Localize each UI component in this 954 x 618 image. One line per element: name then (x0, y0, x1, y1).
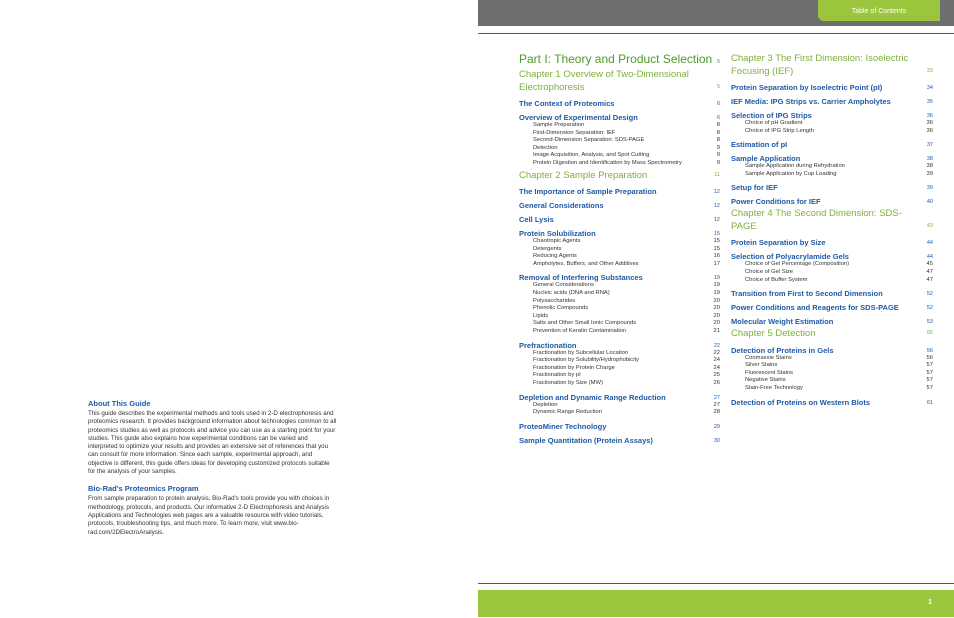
toc-entry-sub[interactable] (519, 380, 720, 388)
toc-entry-sub[interactable] (519, 145, 720, 153)
toc-entry-head[interactable] (519, 113, 720, 122)
about-text: This guide describes the experimental methods and tools used in 2-D electrophoresis and proteomics research. It provides background information about technologies common to all proteomics studies as well as protocols and advice you can use as a starting point for your studies. This guide also explains how experimental conditions can be varied and interpreted to optimize your results and provides an extensive set of references that you can consult for more information. Since each sample, experimental approach, and objective is different, this guide offers ideas for developing customized protocols suitable for the analysis of your samples. (88, 410, 337, 476)
toc-entry-head[interactable] (731, 183, 933, 192)
toc-entry-title: Fractionation by Protein Charge (533, 364, 615, 371)
toc-entry-sub[interactable] (519, 372, 720, 380)
toc-entry-title: Fractionation by Solubility/Hydrophobicity (533, 357, 640, 364)
footer-bar (478, 590, 954, 617)
toc-entry-title: Detection of Proteins in Gels (731, 345, 834, 355)
toc-entry-sub[interactable] (519, 137, 720, 145)
toc-entry-head[interactable] (731, 140, 933, 149)
toc-entry-page: 8 (716, 137, 720, 144)
toc-entry-title: Depletion (533, 401, 558, 408)
toc-entry-title: Depletion and Dynamic Range Reduction (519, 392, 666, 402)
toc-entry-page: 20 (713, 312, 720, 319)
toc-entry-title: Nucleic acids (DNA and RNA) (533, 290, 610, 297)
toc-entry-title: Protein Solubilization (519, 229, 596, 239)
toc-entry-page: 38 (926, 156, 933, 163)
toc-entry-page: 5 (716, 83, 720, 90)
toc-entry-title: Image Acquisition, Analysis, and Spot Cutting (533, 152, 650, 159)
toc-entry-page: 44 (926, 254, 933, 261)
toc-entry-title: IEF Media: IPG Strips vs. Carrier Ampholytes (731, 97, 891, 106)
toc-entry-chapter[interactable] (519, 170, 720, 183)
toc-entry-title: Part I: Theory and Product Selection (519, 52, 713, 66)
toc-entry-head[interactable] (731, 252, 933, 261)
program-text: From sample preparation to protein analysis, Bio-Rad's tools provide you with choices in methodology, protocols, and products. Our informative 2-D Electrophoresis and Analysis Applications and Technologies web pages are a valuable resource with video tutorials, protocols, troubleshooting tips, and much more. To learn more, visit www.bio-rad.com/2DElectroAnalysis. (88, 495, 330, 536)
toc-entry-head[interactable] (731, 398, 933, 407)
toc-entry-title: Detergents (533, 245, 562, 252)
bottom-divider (478, 583, 954, 584)
toc-entry-page: 12 (713, 203, 720, 210)
toc-entry-page: 15 (713, 231, 720, 238)
toc-entry-sub[interactable] (519, 402, 720, 410)
toc-entry-page: 20 (713, 297, 720, 304)
toc-entry-sub[interactable] (519, 261, 720, 269)
toc-entry-title: ProteoMiner Technology (519, 421, 607, 431)
toc-entry-page: 19 (713, 282, 720, 289)
toc-entry-page: 44 (926, 240, 933, 247)
toc-entry-page: 47 (926, 268, 933, 275)
toc-entry-page: 15 (713, 238, 720, 245)
toc-entry-title: Sample Application by Cup Loading (745, 170, 837, 177)
program-title: Bio-Rad's Proteomics Program (88, 484, 199, 494)
toc-entry-sub[interactable] (519, 320, 720, 328)
toc-entry-title: Choice of Gel Size (745, 268, 794, 275)
toc-entry-title: Chapter 5 Detection (731, 328, 816, 340)
toc-entry-page: 56 (926, 354, 933, 361)
toc-entry-page: 39 (926, 170, 933, 177)
toc-entry-sub[interactable] (731, 362, 933, 370)
toc-entry-title: Power Conditions for IEF (731, 197, 821, 207)
toc-entry-page: 56 (926, 347, 933, 354)
toc-entry-head[interactable] (731, 317, 933, 326)
toc-entry-title: Fractionation by Subcellular Location (533, 349, 629, 356)
toc-entry-head[interactable] (731, 97, 933, 106)
toc-entry-page: 57 (926, 362, 933, 369)
toc-entry-head[interactable] (519, 99, 720, 108)
toc-entry-head[interactable] (519, 422, 720, 431)
about-title: About This Guide (88, 399, 151, 408)
toc-entry-sub[interactable] (519, 328, 720, 336)
toc-entry-page: 53 (926, 319, 933, 326)
toc-entry-head[interactable] (731, 197, 933, 206)
toc-entry-page: 25 (713, 372, 720, 379)
toc-entry-sub[interactable] (519, 160, 720, 168)
toc-entry-page: 20 (713, 305, 720, 312)
toc-entry-title: Chapter 2 Sample Preparation (519, 169, 648, 181)
toc-entry-title: Phenolic Compounds (533, 305, 589, 312)
toc-entry-page: 19 (713, 275, 720, 282)
toc-entry-title: Chaotropic Agents (533, 238, 581, 245)
toc-entry-sub[interactable] (519, 305, 720, 313)
toc-entry-title: Cell Lysis (519, 215, 554, 225)
toc-entry-chapter[interactable] (731, 53, 933, 78)
toc-entry-sub[interactable] (519, 357, 720, 365)
toc-entry-head[interactable] (519, 215, 720, 224)
toc-entry-sub[interactable] (519, 238, 720, 246)
toc-entry-sub[interactable] (519, 298, 720, 306)
toc-entry-page: 17 (713, 260, 720, 267)
toc-entry-head[interactable] (731, 154, 933, 163)
toc-entry-sub[interactable] (731, 377, 933, 385)
toc-entry-head[interactable] (519, 187, 720, 196)
toc-entry-head[interactable] (731, 238, 933, 247)
toc-entry-chapter[interactable] (731, 208, 933, 233)
toc-entry-sub[interactable] (519, 365, 720, 373)
toc-entry-page: 16 (713, 253, 720, 260)
toc-entry-page: 52 (926, 291, 933, 298)
toc-entry-sub[interactable] (519, 130, 720, 138)
toc-entry-sub[interactable] (519, 409, 720, 417)
toc-entry-page: 22 (713, 349, 720, 356)
toc-entry-sub[interactable] (731, 370, 933, 378)
toc-entry-sub[interactable] (519, 152, 720, 160)
toc-entry-page: 8 (716, 122, 720, 128)
toc-entry-sub[interactable] (519, 350, 720, 358)
toc-entry-title: Lipids (533, 312, 549, 319)
toc-entry-page: 22 (713, 342, 720, 349)
toc-entry-head[interactable] (519, 393, 720, 402)
toc-entry-page: 6 (716, 101, 720, 107)
toc-entry-page: 19 (713, 290, 720, 297)
toc-entry-page: 45 (926, 261, 933, 268)
toc-entry-title: Chapter 3 The First Dimension: Isoelectric Focusing (IEF) (731, 53, 909, 77)
toc-entry-sub[interactable] (519, 282, 720, 290)
toc-entry-page: 26 (713, 379, 720, 386)
toc-entry-page: 29 (713, 423, 720, 430)
toc-entry-page: 12 (713, 189, 720, 196)
toc-entry-sub[interactable] (731, 385, 933, 393)
toc-entry-head[interactable] (731, 83, 933, 92)
toc-entry-title: Fractionation by pI (533, 372, 581, 379)
toc-entry-title: Setup for IEF (731, 183, 778, 193)
toc-entry-head[interactable] (731, 111, 933, 120)
toc-entry-title: Negative Stains (745, 377, 786, 384)
toc-entry-title: Fractionation by Size (MW) (533, 379, 603, 386)
toc-entry-title: Protein Digestion and Identification by Mass Spectrometry (533, 159, 682, 166)
toc-entry-page: 21 (713, 328, 720, 334)
toc-entry-page: 9 (716, 159, 720, 166)
toc-entry-title: Protein Separation by Size (731, 238, 826, 248)
toc-entry-page: 5 (716, 59, 720, 65)
toc-entry-title: Detection of Proteins on Western Blots (731, 397, 871, 407)
toc-entry-head[interactable] (519, 229, 720, 238)
toc-entry-title: The Context of Proteomics (519, 99, 615, 108)
toc-entry-sub[interactable] (731, 163, 933, 171)
toc-entry-page: 9 (716, 152, 720, 159)
toc-entry-title: Power Conditions and Reagents for SDS-PAGE (731, 303, 899, 313)
toc-entry-page: 36 (926, 113, 933, 119)
toc-left-column (519, 51, 720, 445)
toc-entry-title: Dynamic Range Reduction (533, 409, 602, 416)
toc-entry-page: 24 (713, 357, 720, 364)
page-number: 1 (928, 599, 932, 606)
toc-entry-head[interactable] (731, 303, 933, 312)
toc-entry-sub[interactable] (519, 290, 720, 298)
toc-entry-title: Ampholytes, Buffers, and Other Additives (533, 260, 639, 267)
toc-entry-sub[interactable] (731, 128, 933, 136)
toc-entry-sub[interactable] (519, 122, 720, 130)
toc-entry-title: Second-Dimension Separation: SDS-PAGE (533, 137, 645, 144)
toc-entry-title: Fluorescent Stains (745, 369, 794, 376)
toc-entry-part[interactable] (519, 51, 720, 67)
toc-entry-title: Sample Preparation (533, 122, 585, 128)
about-section (88, 399, 338, 545)
toc-entry-title: Sample Quantitation (Protein Assays) (519, 435, 653, 445)
toc-entry-title: Chapter 4 The Second Dimension: SDS-PAGE (731, 208, 902, 232)
toc-entry-title: Choice of IPG Strip Length (745, 127, 814, 134)
toc-entry-head[interactable] (519, 201, 720, 210)
toc-entry-chapter[interactable] (519, 69, 720, 94)
toc-entry-sub[interactable] (731, 171, 933, 179)
toc-entry-title: Transition from First to Second Dimension (731, 289, 883, 299)
toc-entry-title: First-Dimension Separation: IEF (533, 129, 616, 136)
toc-entry-title: General Considerations (519, 201, 604, 211)
toc-entry-title: Choice of Buffer System (745, 276, 808, 283)
toc-entry-title: Chapter 1 Overview of Two-Dimensional Electrophoresis (519, 69, 689, 93)
toc-entry-title: Overview of Experimental Design (519, 113, 638, 122)
toc-entry-page: 35 (926, 99, 933, 105)
toc-entry-page: 34 (926, 85, 933, 91)
toc-entry-page: 36 (926, 127, 933, 134)
toc-entry-title: Salts and Other Small Ionic Compounds (533, 320, 637, 327)
toc-entry-title: Estimation of pI (731, 140, 788, 150)
toc-entry-page: 6 (716, 115, 720, 121)
top-divider (478, 33, 954, 34)
toc-entry-page: 55 (926, 330, 933, 337)
toc-entry-sub[interactable] (519, 253, 720, 261)
toc-entry-page: 43 (926, 222, 933, 229)
toc-entry-title: Sample Application (731, 154, 801, 164)
toc-entry-page: 9 (716, 144, 720, 151)
toc-entry-head[interactable] (519, 436, 720, 445)
toc-entry-page: 12 (713, 217, 720, 224)
toc-entry-sub[interactable] (731, 355, 933, 363)
toc-entry-title: Selection of Polyacrylamide Gels (731, 252, 849, 262)
toc-entry-title: Polysaccharides (533, 297, 576, 304)
toc-entry-page: 52 (926, 305, 933, 312)
toc-entry-page: 57 (926, 369, 933, 376)
toc-entry-page: 28 (713, 409, 720, 416)
toc-entry-title: The Importance of Sample Preparation (519, 187, 657, 197)
toc-entry-title: Silver Stains (745, 362, 778, 369)
toc-entry-page: 38 (926, 163, 933, 170)
toc-entry-title: Prefractionation (519, 340, 577, 350)
toc-entry-sub[interactable] (731, 277, 933, 285)
toc-entry-title: Protein Separation by Isoelectric Point (pI) (731, 83, 883, 92)
toc-entry-page: 8 (716, 129, 720, 136)
toc-entry-title: Coomassie Stains (745, 354, 792, 361)
toc-entry-title: Sample Application during Rehydration (745, 163, 845, 170)
toc-entry-title: Prevention of Keratin Contamination (533, 328, 627, 334)
toc-entry-page: 57 (926, 385, 933, 392)
header-bar (478, 0, 954, 26)
toc-entry-page: 11 (714, 171, 720, 178)
toc-entry-page: 15 (713, 245, 720, 252)
toc-entry-title: Selection of IPG Strips (731, 111, 812, 120)
toc-entry-title: Choice of pH Gradient (745, 120, 803, 126)
toc-entry-sub[interactable] (731, 120, 933, 128)
toc-entry-sub[interactable] (519, 246, 720, 254)
toc-entry-title: Choice of Gel Percentage (Composition) (745, 261, 850, 268)
toc-entry-page: 57 (926, 377, 933, 384)
toc-entry-title: Detection (533, 144, 558, 151)
toc-entry-page: 39 (926, 185, 933, 192)
toc-entry-page: 61 (926, 399, 933, 406)
toc-entry-page: 33 (926, 67, 933, 74)
toc-entry-sub[interactable] (731, 261, 933, 269)
toc-entry-page: 30 (713, 437, 720, 444)
toc-entry-head[interactable] (731, 346, 933, 355)
toc-entry-title: Molecular Weight Estimation (731, 317, 834, 327)
toc-right-column (731, 51, 933, 407)
toc-entry-title: General Considerations (533, 282, 594, 289)
toc-entry-sub[interactable] (519, 313, 720, 321)
toc-entry-page: 36 (926, 120, 933, 126)
toc-entry-chapter[interactable] (731, 328, 933, 341)
toc-entry-head[interactable] (519, 341, 720, 350)
toc-entry-page: 20 (713, 320, 720, 327)
toc-entry-page: 40 (926, 199, 933, 206)
toc-entry-page: 24 (713, 364, 720, 371)
toc-entry-title: Reducing Agents (533, 253, 577, 260)
toc-entry-page: 27 (713, 394, 720, 401)
toc-entry-title: Stain-Free Technology (745, 385, 803, 392)
toc-entry-page: 47 (926, 276, 933, 283)
table-of-contents-tab[interactable]: Table of Contents (818, 0, 940, 21)
toc-entry-head[interactable] (731, 289, 933, 298)
toc-entry-sub[interactable] (731, 269, 933, 277)
toc-entry-page: 27 (713, 401, 720, 408)
toc-entry-head[interactable] (519, 273, 720, 282)
toc-entry-title: Removal of Interfering Substances (519, 273, 643, 283)
toc-entry-page: 37 (926, 142, 933, 149)
